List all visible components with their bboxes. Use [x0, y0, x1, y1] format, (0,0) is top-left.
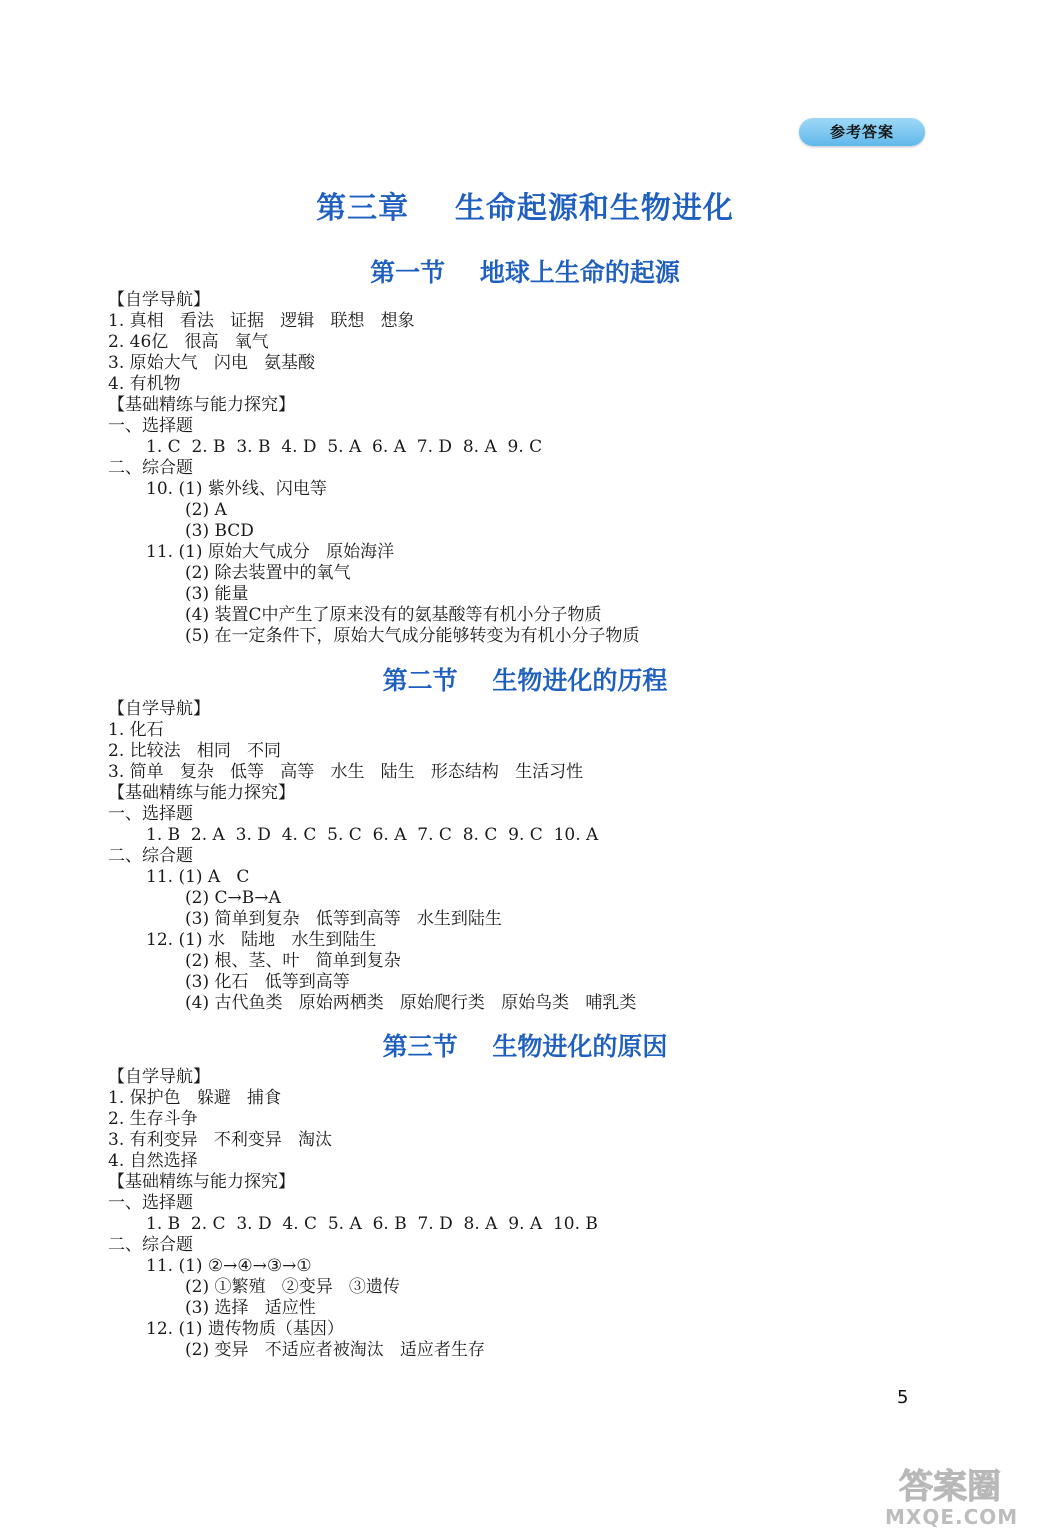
- answer-line: 4. 自然选择: [108, 1151, 198, 1171]
- page-number: 5: [897, 1387, 909, 1408]
- answer-line: (2) 除去装置中的氧气: [185, 563, 351, 583]
- answer-line: 1. B 2. C 3. D 4. C 5. A 6. B 7. D 8. A 9. A 10. B: [146, 1214, 598, 1234]
- answer-line: (2) 变异 不适应者被淘汰 适应者生存: [185, 1340, 485, 1360]
- answer-line: (2) 根、茎、叶 简单到复杂: [185, 951, 401, 971]
- section-3-answers: [108, 1067, 908, 1361]
- answer-line: 10. (1) 紫外线、闪电等: [146, 479, 327, 499]
- section-2-title: 第二节 生物进化的历程: [382, 666, 668, 695]
- section-2-answers: [108, 699, 908, 1014]
- answer-line: 11. (1) 原始大气成分 原始海洋: [146, 542, 395, 562]
- answer-line: 2. 比较法 相同 不同: [108, 741, 282, 761]
- answer-line: 1. B 2. A 3. D 4. C 5. C 6. A 7. C 8. C 9. C 10. A: [146, 825, 599, 845]
- answer-line: 3. 简单 复杂 低等 高等 水生 陆生 形态结构 生活习性: [108, 762, 584, 782]
- answer-line: 【自学导航】: [108, 290, 210, 310]
- answer-line: 2. 46亿 很高 氧气: [108, 332, 269, 352]
- answer-line: (3) 选择 适应性: [185, 1298, 316, 1318]
- answer-line: (3) BCD: [185, 521, 254, 541]
- answer-line: 3. 有利变异 不利变异 淘汰: [108, 1130, 333, 1150]
- answer-line: 一、选择题: [108, 804, 193, 824]
- chapter-title: 第三章 生命起源和生物进化: [316, 191, 734, 226]
- answer-line: 【基础精练与能力探究】: [108, 395, 295, 415]
- answer-line: (2) ①繁殖 ②变异 ③遗传: [185, 1277, 400, 1297]
- answer-line: (4) 古代鱼类 原始两栖类 原始爬行类 原始鸟类 哺乳类: [185, 993, 637, 1013]
- answer-line: (2) C→B→A: [185, 888, 281, 908]
- answer-line: (5) 在一定条件下，原始大气成分能够转变为有机小分子物质: [185, 626, 640, 646]
- answer-line: 1. 化石: [108, 720, 164, 740]
- answer-line: 【自学导航】: [108, 699, 210, 719]
- answer-line: 1. 保护色 躲避 捕食: [108, 1088, 282, 1108]
- watermark-logo: 答案圈: [899, 1467, 1001, 1507]
- answer-line: 【基础精练与能力探究】: [108, 783, 295, 803]
- answer-line: (2) A: [185, 500, 227, 520]
- watermark: [875, 1468, 1025, 1528]
- answer-line: 二、综合题: [108, 846, 193, 866]
- answer-line: (4) 装置C中产生了原来没有的氨基酸等有机小分子物质: [185, 605, 602, 625]
- answer-line: 12. (1) 遗传物质（基因）: [146, 1319, 344, 1339]
- answer-line: (3) 化石 低等到高等: [185, 972, 350, 992]
- answer-line: (3) 简单到复杂 低等到高等 水生到陆生: [185, 909, 502, 929]
- answer-line: 4. 有机物: [108, 374, 181, 394]
- answer-line: 二、综合题: [108, 458, 193, 478]
- answer-line: 1. 真相 看法 证据 逻辑 联想 想象: [108, 311, 415, 331]
- section-1-title: 第一节 地球上生命的起源: [370, 258, 680, 287]
- watermark-url: MXQE.COM: [885, 1505, 1019, 1529]
- answer-line: 12. (1) 水 陆地 水生到陆生: [146, 930, 377, 950]
- answer-key-badge: 参考答案: [799, 118, 925, 146]
- answer-line: (3) 能量: [185, 584, 249, 604]
- answer-line: 【自学导航】: [108, 1067, 210, 1087]
- answer-line: 【基础精练与能力探究】: [108, 1172, 295, 1192]
- answer-line: 一、选择题: [108, 1193, 193, 1213]
- section-3-title: 第三节 生物进化的原因: [382, 1032, 668, 1061]
- answer-line: 11. (1) ②→④→③→①: [146, 1256, 312, 1276]
- answer-line: 1. C 2. B 3. B 4. D 5. A 6. A 7. D 8. A 9. C: [146, 437, 543, 457]
- answer-line: 3. 原始大气 闪电 氨基酸: [108, 353, 316, 373]
- answer-line: 11. (1) A C: [146, 867, 250, 887]
- answer-line: 二、综合题: [108, 1235, 193, 1255]
- section-1-answers: [108, 290, 908, 647]
- answer-line: 一、选择题: [108, 416, 193, 436]
- answer-line: 2. 生存斗争: [108, 1109, 198, 1129]
